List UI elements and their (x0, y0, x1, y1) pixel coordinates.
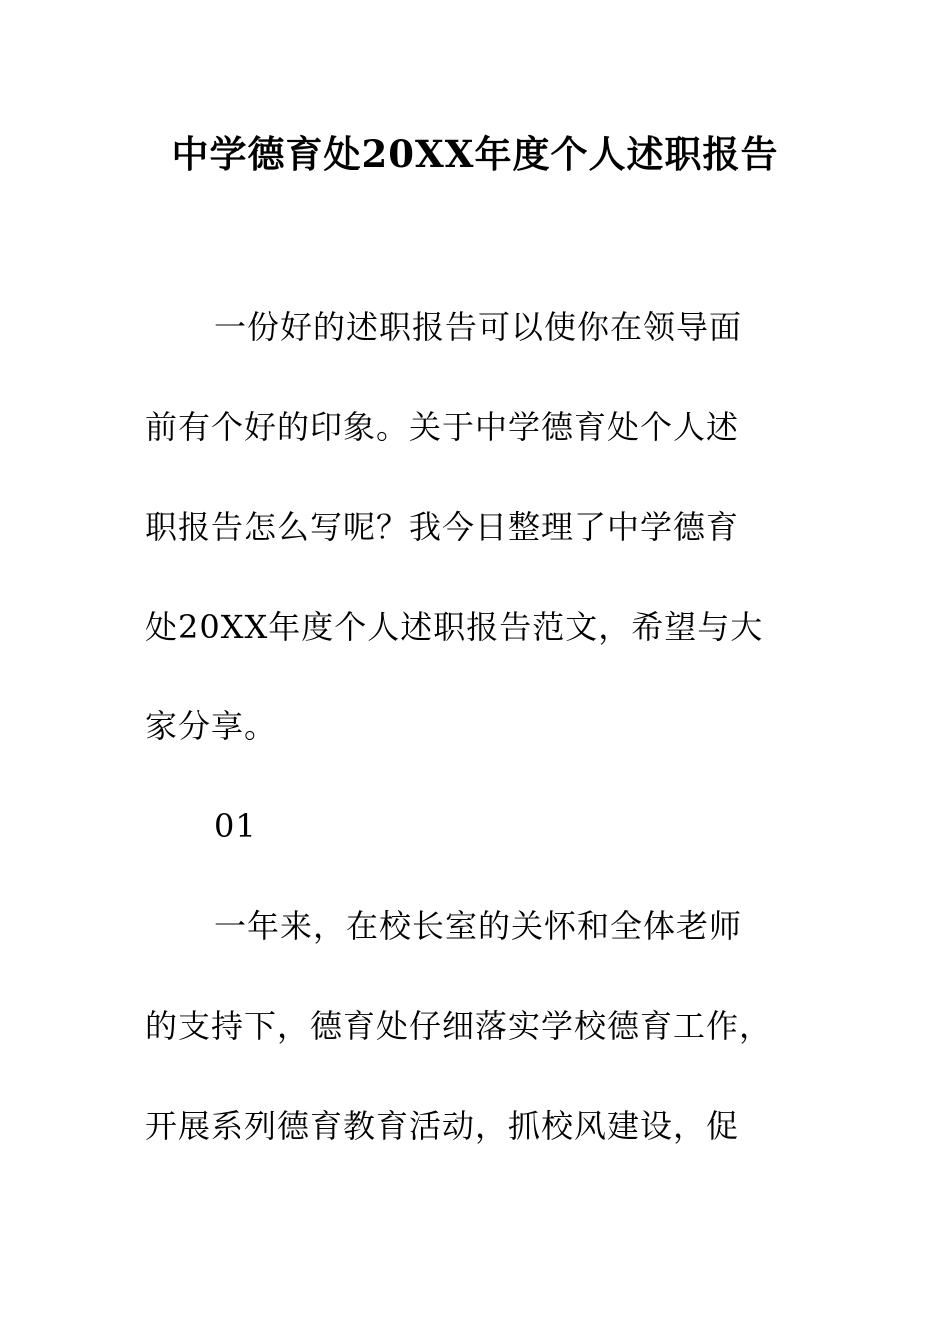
paragraph-line: 前有个好的印象。关于中学德育处个人述 (145, 408, 740, 446)
section-number: 01 (214, 807, 257, 845)
paragraph-line: 处20XX年度个人述职报告范文，希望与大 (145, 608, 764, 646)
paragraph-line: 开展系列德育教育活动，抓校风建设，促 (145, 1107, 740, 1145)
document-title: 中学德育处20XX年度个人述职报告 (171, 132, 779, 176)
paragraph-line: 一份好的述职报告可以使你在领导面 (214, 308, 743, 346)
paragraph-line: 一年来，在校长室的关怀和全体老师 (214, 907, 743, 945)
paragraph-line: 的支持下，德育处仔细落实学校德育工作， (145, 1007, 773, 1045)
paragraph-line: 家分享。 (145, 707, 278, 745)
paragraph-line: 职报告怎么写呢？我今日整理了中学德育 (145, 508, 740, 546)
